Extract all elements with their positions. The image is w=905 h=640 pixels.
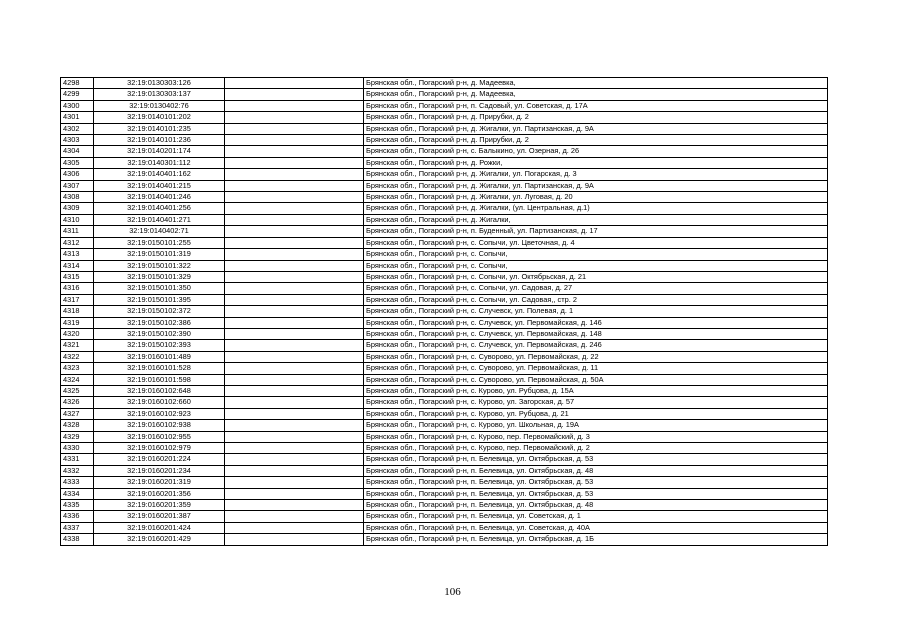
cadastral-number-cell: 32:19:0160102:660 [94, 397, 225, 408]
address-cell: Брянская обл., Погарский р-н, с. Курово, ул. Рубцова, д. 15А [364, 385, 828, 396]
empty-cell [225, 260, 364, 271]
cadastral-number-cell: 32:19:0150101:395 [94, 294, 225, 305]
table-row [61, 294, 828, 305]
address-cell: Брянская обл., Погарский р-н, д. Рожки, [364, 157, 828, 168]
table-row [61, 500, 828, 511]
empty-cell [225, 500, 364, 511]
row-number-cell: 4314 [61, 260, 94, 271]
address-cell: Брянская обл., Погарский р-н, с. Сопычи, ул. Садовая, д. 27 [364, 283, 828, 294]
address-cell: Брянская обл., Погарский р-н, д. Жигалки, ул. Луговая, д. 20 [364, 192, 828, 203]
row-number-cell: 4305 [61, 157, 94, 168]
empty-cell [225, 374, 364, 385]
table-row [61, 385, 828, 396]
empty-cell [225, 420, 364, 431]
empty-cell [225, 317, 364, 328]
cadastral-number-cell: 32:19:0160201:429 [94, 534, 225, 545]
address-cell: Брянская обл., Погарский р-н, с. Курово, ул. Загорская, д. 57 [364, 397, 828, 408]
cadastral-number-cell: 32:19:0160102:979 [94, 443, 225, 454]
cadastral-number-cell: 32:19:0130303:137 [94, 89, 225, 100]
cadastral-number-cell: 32:19:0150102:390 [94, 328, 225, 339]
address-cell: Брянская обл., Погарский р-н, п. Белевица, ул. Октябрьская, д. 53 [364, 488, 828, 499]
table-row [61, 203, 828, 214]
cadastral-number-cell: 32:19:0140401:246 [94, 192, 225, 203]
cadastral-number-cell: 32:19:0140402:71 [94, 226, 225, 237]
address-cell: Брянская обл., Погарский р-н, с. Курово, пер. Первомайский, д. 3 [364, 431, 828, 442]
empty-cell [225, 237, 364, 248]
empty-cell [225, 431, 364, 442]
cadastral-number-cell: 32:19:0150102:386 [94, 317, 225, 328]
cadastral-number-cell: 32:19:0150101:329 [94, 271, 225, 282]
cadastral-number-cell: 32:19:0160102:938 [94, 420, 225, 431]
address-cell: Брянская обл., Погарский р-н, д. Жигалки, ул. Партизанская, д. 9А [364, 180, 828, 191]
empty-cell [225, 454, 364, 465]
table-row [61, 351, 828, 362]
cadastral-number-cell: 32:19:0160102:923 [94, 408, 225, 419]
table-row [61, 135, 828, 146]
cadastral-number-cell: 32:19:0140101:202 [94, 112, 225, 123]
empty-cell [225, 271, 364, 282]
row-number-cell: 4321 [61, 340, 94, 351]
empty-cell [225, 283, 364, 294]
table-row [61, 260, 828, 271]
cadastral-number-cell: 32:19:0160201:424 [94, 522, 225, 533]
empty-cell [225, 363, 364, 374]
property-table-body [61, 78, 828, 546]
cadastral-number-cell: 32:19:0150101:319 [94, 249, 225, 260]
address-cell: Брянская обл., Погарский р-н, с. Случевск, ул. Первомайская, д. 146 [364, 317, 828, 328]
row-number-cell: 4309 [61, 203, 94, 214]
row-number-cell: 4316 [61, 283, 94, 294]
cadastral-number-cell: 32:19:0160201:234 [94, 465, 225, 476]
row-number-cell: 4336 [61, 511, 94, 522]
table-row [61, 363, 828, 374]
table-row [61, 511, 828, 522]
row-number-cell: 4323 [61, 363, 94, 374]
cadastral-number-cell: 32:19:0160201:356 [94, 488, 225, 499]
table-row [61, 443, 828, 454]
address-cell: Брянская обл., Погарский р-н, д. Прирубки, д. 2 [364, 112, 828, 123]
address-cell: Брянская обл., Погарский р-н, с. Случевск, ул. Первомайская, д. 246 [364, 340, 828, 351]
row-number-cell: 4313 [61, 249, 94, 260]
address-cell: Брянская обл., Погарский р-н, п. Белевица, ул. Советская, д. 40А [364, 522, 828, 533]
row-number-cell: 4308 [61, 192, 94, 203]
table-row [61, 112, 828, 123]
table-row [61, 78, 828, 89]
table-row [61, 146, 828, 157]
cadastral-number-cell: 32:19:0160201:224 [94, 454, 225, 465]
address-cell: Брянская обл., Погарский р-н, п. Белевица, ул. Советская, д. 1 [364, 511, 828, 522]
page-number: 106 [444, 586, 461, 598]
row-number-cell: 4331 [61, 454, 94, 465]
table-row [61, 283, 828, 294]
address-cell: Брянская обл., Погарский р-н, д. Мадеевка, [364, 78, 828, 89]
empty-cell [225, 465, 364, 476]
row-number-cell: 4330 [61, 443, 94, 454]
table-row [61, 465, 828, 476]
row-number-cell: 4319 [61, 317, 94, 328]
address-cell: Брянская обл., Погарский р-н, с. Суворово, ул. Первомайская, д. 50А [364, 374, 828, 385]
row-number-cell: 4312 [61, 237, 94, 248]
row-number-cell: 4300 [61, 100, 94, 111]
cadastral-number-cell: 32:19:0150101:350 [94, 283, 225, 294]
cadastral-number-cell: 32:19:0160201:387 [94, 511, 225, 522]
row-number-cell: 4304 [61, 146, 94, 157]
cadastral-number-cell: 32:19:0160201:319 [94, 477, 225, 488]
address-cell: Брянская обл., Погарский р-н, с. Балыкино, ул. Озерная, д. 26 [364, 146, 828, 157]
cadastral-number-cell: 32:19:0140401:162 [94, 169, 225, 180]
row-number-cell: 4307 [61, 180, 94, 191]
cadastral-number-cell: 32:19:0150101:322 [94, 260, 225, 271]
empty-cell [225, 534, 364, 545]
address-cell: Брянская обл., Погарский р-н, п. Белевица, ул. Октябрьская, д. 1Б [364, 534, 828, 545]
cadastral-number-cell: 32:19:0130303:126 [94, 78, 225, 89]
row-number-cell: 4322 [61, 351, 94, 362]
table-row [61, 431, 828, 442]
cadastral-number-cell: 32:19:0160101:598 [94, 374, 225, 385]
address-cell: Брянская обл., Погарский р-н, с. Сопычи, ул. Цветочная, д. 4 [364, 237, 828, 248]
address-cell: Брянская обл., Погарский р-н, с. Курово, пер. Первомайский, д. 2 [364, 443, 828, 454]
row-number-cell: 4298 [61, 78, 94, 89]
cadastral-number-cell: 32:19:0140201:174 [94, 146, 225, 157]
row-number-cell: 4306 [61, 169, 94, 180]
empty-cell [225, 294, 364, 305]
row-number-cell: 4328 [61, 420, 94, 431]
row-number-cell: 4329 [61, 431, 94, 442]
address-cell: Брянская обл., Погарский р-н, с. Суворово, ул. Первомайская, д. 22 [364, 351, 828, 362]
empty-cell [225, 169, 364, 180]
empty-cell [225, 511, 364, 522]
empty-cell [225, 226, 364, 237]
table-row [61, 123, 828, 134]
row-number-cell: 4317 [61, 294, 94, 305]
empty-cell [225, 306, 364, 317]
table-row [61, 271, 828, 282]
address-cell: Брянская обл., Погарский р-н, с. Сопычи, ул. Октябрьская, д. 21 [364, 271, 828, 282]
cadastral-number-cell: 32:19:0160102:648 [94, 385, 225, 396]
empty-cell [225, 78, 364, 89]
address-cell: Брянская обл., Погарский р-н, с. Суворово, ул. Первомайская, д. 11 [364, 363, 828, 374]
cadastral-number-cell: 32:19:0140101:235 [94, 123, 225, 134]
empty-cell [225, 112, 364, 123]
cadastral-number-cell: 32:19:0140401:256 [94, 203, 225, 214]
table-row [61, 374, 828, 385]
address-cell: Брянская обл., Погарский р-н, д. Жигалки, [364, 214, 828, 225]
row-number-cell: 4326 [61, 397, 94, 408]
row-number-cell: 4335 [61, 500, 94, 511]
table-row [61, 169, 828, 180]
address-cell: Брянская обл., Погарский р-н, п. Белевица, ул. Октябрьская, д. 48 [364, 500, 828, 511]
address-cell: Брянская обл., Погарский р-н, с. Сопычи, [364, 260, 828, 271]
table-row [61, 237, 828, 248]
table-row [61, 534, 828, 545]
empty-cell [225, 214, 364, 225]
table-row [61, 192, 828, 203]
row-number-cell: 4333 [61, 477, 94, 488]
table-row [61, 100, 828, 111]
address-cell: Брянская обл., Погарский р-н, с. Сопычи, ул. Садовая,, стр. 2 [364, 294, 828, 305]
row-number-cell: 4299 [61, 89, 94, 100]
row-number-cell: 4301 [61, 112, 94, 123]
empty-cell [225, 249, 364, 260]
row-number-cell: 4324 [61, 374, 94, 385]
address-cell: Брянская обл., Погарский р-н, п. Белевица, ул. Октябрьская, д. 53 [364, 454, 828, 465]
address-cell: Брянская обл., Погарский р-н, д. Жигалки, ул. Партизанская, д. 9А [364, 123, 828, 134]
address-cell: Брянская обл., Погарский р-н, п. Садовый, ул. Советская, д. 17А [364, 100, 828, 111]
address-cell: Брянская обл., Погарский р-н, д. Мадеевка, [364, 89, 828, 100]
table-row [61, 397, 828, 408]
row-number-cell: 4337 [61, 522, 94, 533]
cadastral-number-cell: 32:19:0150101:255 [94, 237, 225, 248]
empty-cell [225, 477, 364, 488]
row-number-cell: 4311 [61, 226, 94, 237]
empty-cell [225, 340, 364, 351]
cadastral-number-cell: 32:19:0160101:528 [94, 363, 225, 374]
table-row [61, 317, 828, 328]
cadastral-number-cell: 32:19:0140301:112 [94, 157, 225, 168]
cadastral-number-cell: 32:19:0160201:359 [94, 500, 225, 511]
table-row [61, 89, 828, 100]
row-number-cell: 4315 [61, 271, 94, 282]
cadastral-number-cell: 32:19:0140101:236 [94, 135, 225, 146]
address-cell: Брянская обл., Погарский р-н, с. Курово, ул. Рубцова, д. 21 [364, 408, 828, 419]
empty-cell [225, 443, 364, 454]
address-cell: Брянская обл., Погарский р-н, с. Курово, ул. Школьная, д. 19А [364, 420, 828, 431]
row-number-cell: 4325 [61, 385, 94, 396]
empty-cell [225, 135, 364, 146]
empty-cell [225, 123, 364, 134]
empty-cell [225, 89, 364, 100]
table-row [61, 488, 828, 499]
cadastral-number-cell: 32:19:0140401:215 [94, 180, 225, 191]
row-number-cell: 4318 [61, 306, 94, 317]
cadastral-number-cell: 32:19:0160101:489 [94, 351, 225, 362]
empty-cell [225, 146, 364, 157]
table-row [61, 249, 828, 260]
empty-cell [225, 351, 364, 362]
address-cell: Брянская обл., Погарский р-н, д. Прирубки, д. 2 [364, 135, 828, 146]
row-number-cell: 4334 [61, 488, 94, 499]
table-row [61, 157, 828, 168]
table-row [61, 420, 828, 431]
table-row [61, 214, 828, 225]
empty-cell [225, 488, 364, 499]
property-table [60, 77, 828, 546]
empty-cell [225, 180, 364, 191]
cadastral-number-cell: 32:19:0160102:955 [94, 431, 225, 442]
row-number-cell: 4327 [61, 408, 94, 419]
row-number-cell: 4338 [61, 534, 94, 545]
empty-cell [225, 408, 364, 419]
cadastral-number-cell: 32:19:0140401:271 [94, 214, 225, 225]
empty-cell [225, 157, 364, 168]
row-number-cell: 4332 [61, 465, 94, 476]
cadastral-number-cell: 32:19:0150102:393 [94, 340, 225, 351]
cadastral-number-cell: 32:19:0130402:76 [94, 100, 225, 111]
empty-cell [225, 385, 364, 396]
table-row [61, 180, 828, 191]
address-cell: Брянская обл., Погарский р-н, с. Сопычи, [364, 249, 828, 260]
address-cell: Брянская обл., Погарский р-н, п. Буденный, ул. Партизанская, д. 17 [364, 226, 828, 237]
address-cell: Брянская обл., Погарский р-н, д. Жигалки, ул. Погарская, д. 3 [364, 169, 828, 180]
table-row [61, 454, 828, 465]
address-cell: Брянская обл., Погарский р-н, п. Белевица, ул. Октябрьская, д. 48 [364, 465, 828, 476]
empty-cell [225, 328, 364, 339]
empty-cell [225, 192, 364, 203]
address-cell: Брянская обл., Погарский р-н, п. Белевица, ул. Октябрьская, д. 53 [364, 477, 828, 488]
empty-cell [225, 522, 364, 533]
empty-cell [225, 203, 364, 214]
empty-cell [225, 397, 364, 408]
row-number-cell: 4302 [61, 123, 94, 134]
table-row [61, 477, 828, 488]
empty-cell [225, 100, 364, 111]
row-number-cell: 4320 [61, 328, 94, 339]
table-row [61, 328, 828, 339]
cadastral-number-cell: 32:19:0150102:372 [94, 306, 225, 317]
table-row [61, 522, 828, 533]
row-number-cell: 4303 [61, 135, 94, 146]
table-row [61, 226, 828, 237]
row-number-cell: 4310 [61, 214, 94, 225]
address-cell: Брянская обл., Погарский р-н, с. Случевск, ул. Полевая, д. 1 [364, 306, 828, 317]
table-row [61, 340, 828, 351]
table-row [61, 306, 828, 317]
address-cell: Брянская обл., Погарский р-н, с. Случевск, ул. Первомайская, д. 148 [364, 328, 828, 339]
table-row [61, 408, 828, 419]
address-cell: Брянская обл., Погарский р-н, д. Жигалки, (ул. Центральная, д.1) [364, 203, 828, 214]
